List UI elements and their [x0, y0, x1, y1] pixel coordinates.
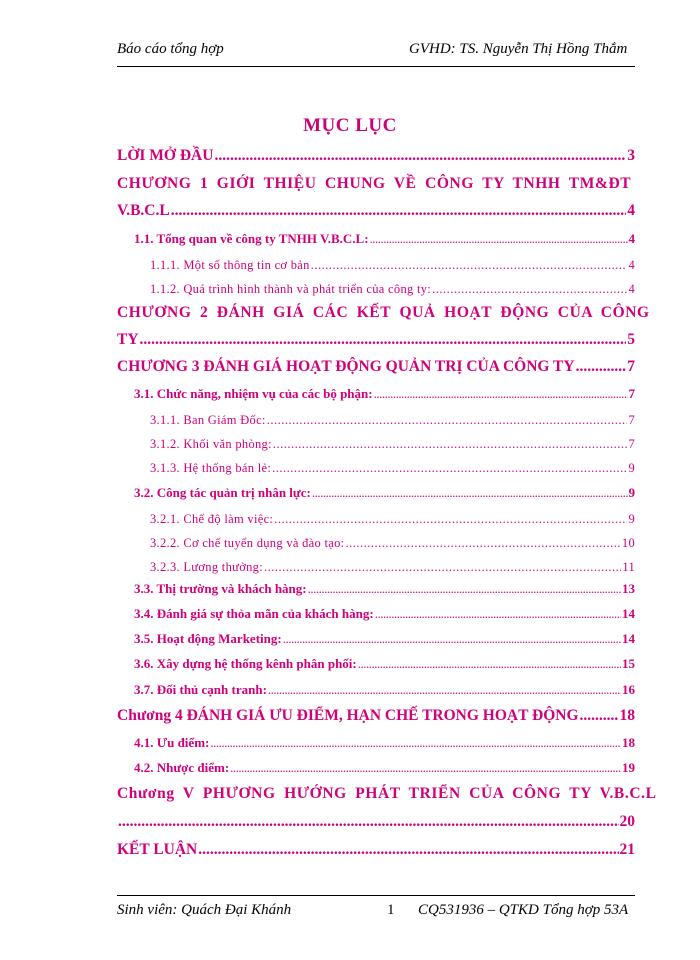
toc-entry[interactable] [134, 386, 635, 402]
header-right: GVHD: TS. Nguyễn Thị Hồng Thắm [409, 41, 628, 57]
toc-entry-page: 14 [622, 631, 635, 646]
toc-entry-page: 20 [619, 813, 635, 830]
toc-leader [576, 358, 627, 376]
toc-leader [370, 231, 628, 247]
toc-entry-text: 3.1.3. Hệ thống bán lẻ: [150, 461, 272, 475]
toc-entry-page: 19 [622, 760, 635, 775]
toc-leader [264, 560, 621, 575]
toc-leader [308, 581, 621, 597]
toc-leader [268, 682, 621, 698]
header-left: Báo cáo tổng hợp [117, 41, 224, 57]
toc-entry[interactable] [150, 536, 635, 551]
toc-entry-text: 4.1. Ưu điểm: [134, 735, 210, 750]
toc-leader [375, 606, 621, 622]
toc-title: MỤC LỤC [303, 115, 397, 136]
toc-entry-text: Chương 4 ĐÁNH GIÁ ƯU ĐIỂM, HẠN CHẾ TRONG HOẠT ĐỘNG [117, 707, 579, 724]
toc-leader [311, 258, 628, 273]
toc-entry-page: 3 [627, 147, 635, 164]
toc-leader [432, 282, 627, 297]
toc-entry-page: 7 [628, 386, 635, 401]
footer-rule [117, 895, 635, 896]
toc-leader [230, 760, 621, 776]
toc-entry[interactable] [150, 461, 635, 476]
toc-entry[interactable] [117, 813, 635, 831]
toc-entry-page: 9 [628, 461, 635, 475]
toc-entry-text: V.B.C.L [117, 202, 170, 219]
toc-entry[interactable] [117, 147, 635, 165]
toc-entry-page: 4 [628, 231, 635, 246]
toc-entry[interactable] [134, 581, 635, 597]
toc-leader [198, 841, 618, 859]
toc-leader [210, 735, 621, 751]
toc-entry-text: TY [117, 331, 139, 348]
toc-entry[interactable] [134, 682, 635, 698]
toc-entry-page: 11 [622, 560, 635, 574]
toc-entry-text: 3.5. Hoạt động Marketing: [134, 631, 282, 646]
toc-entry-page: 4 [628, 258, 635, 272]
toc-entry-text: CHƯƠNG 1 GIỚI THIỆU CHUNG VỀ CÔNG TY TNHH TM&ĐT [117, 175, 632, 192]
toc-entry[interactable] [134, 735, 635, 751]
footer-page-number: 1 [387, 902, 395, 918]
toc-entry-text: 3.2. Công tác quản trị nhân lực: [134, 485, 311, 500]
toc-entry-page: 18 [622, 735, 635, 750]
toc-entry[interactable] [134, 231, 635, 247]
toc-entry-text: 3.1.2. Khối văn phòng: [150, 437, 272, 451]
toc-entry[interactable] [150, 560, 635, 575]
toc-entry[interactable] [134, 656, 635, 672]
toc-entry-text: 3.4. Đánh giá sự thỏa mãn của khách hàng: [134, 606, 374, 621]
toc-entry-text: 3.2.2. Cơ chế tuyển dụng và đào tạo: [150, 536, 345, 550]
toc-entry-page: 15 [622, 656, 635, 671]
toc-entry-text: 1.1.2. Quá trình hình thành và phát triển của công ty: [150, 282, 432, 296]
toc-entry-page: 14 [622, 606, 635, 621]
toc-leader [171, 202, 627, 220]
toc-entry[interactable] [117, 707, 635, 725]
toc-entry-page: 18 [619, 707, 635, 724]
header-rule [117, 66, 635, 67]
toc-entry-text: 1.1. Tổng quan về công ty TNHH V.B.C.L: [134, 231, 369, 246]
toc-leader [580, 707, 619, 725]
toc-entry[interactable] [117, 358, 635, 376]
toc-entry[interactable] [150, 512, 635, 527]
toc-entry-text: 3.1.1. Ban Giám Đốc: [150, 413, 266, 427]
toc-entry[interactable] [134, 606, 635, 622]
toc-leader [214, 147, 626, 165]
toc-leader [345, 536, 620, 551]
toc-leader [274, 512, 627, 527]
toc-entry[interactable] [150, 258, 635, 273]
toc-entry-page: 9 [628, 485, 635, 500]
toc-entry-page: 4 [628, 282, 635, 296]
toc-entry[interactable] [134, 485, 635, 501]
toc-leader [283, 631, 621, 647]
toc-entry[interactable] [150, 413, 635, 428]
toc-leader [118, 813, 619, 831]
toc-leader [140, 331, 627, 349]
toc-entry-text: KẾT LUẬN [117, 841, 198, 858]
toc-entry-page: 7 [628, 413, 635, 427]
toc-entry[interactable] [117, 175, 635, 193]
toc-entry[interactable] [117, 304, 650, 322]
toc-entry-text: Chương V PHƯƠNG HƯỚNG PHÁT TRIỂN CỦA CÔNG TY V.B.C.L [117, 785, 657, 802]
toc-leader [272, 461, 627, 476]
toc-entry-page: 21 [619, 841, 635, 858]
toc-entry[interactable] [150, 282, 635, 297]
toc-entry[interactable] [150, 437, 635, 452]
toc-leader [374, 386, 628, 402]
toc-entry[interactable] [134, 760, 635, 776]
toc-leader [267, 413, 628, 428]
toc-entry[interactable] [117, 841, 635, 859]
toc-entry-text: 1.1.1. Một số thông tin cơ bản [150, 258, 310, 272]
toc-entry-page: 7 [627, 358, 635, 375]
toc-entry[interactable] [117, 202, 635, 220]
toc-entry-text: 3.1. Chức năng, nhiệm vụ của các bộ phận: [134, 386, 373, 401]
toc-leader [273, 437, 628, 452]
toc-entry-text: CHƯƠNG 3 ĐÁNH GIÁ HOẠT ĐỘNG QUẢN TRỊ CỦA CÔNG TY [117, 358, 575, 375]
toc-entry-text: 3.6. Xây dựng hệ thống kênh phân phối: [134, 656, 357, 671]
toc-entry-page: 9 [628, 512, 635, 526]
toc-entry-text: 4.2. Nhược điểm: [134, 760, 230, 775]
footer-class: CQ531936 – QTKD Tổng hợp 53A [418, 902, 629, 918]
toc-entry-text: LỜI MỞ ĐẦU [117, 147, 214, 164]
toc-entry-text: 3.2.1. Chế độ làm việc: [150, 512, 274, 526]
toc-entry-page: 13 [622, 581, 635, 596]
toc-entry[interactable] [117, 785, 657, 803]
toc-entry[interactable] [134, 631, 635, 647]
footer-student: Sinh viên: Quách Đại Khánh [117, 902, 292, 918]
toc-entry-text: CHƯƠNG 2 ĐÁNH GIÁ CÁC KẾT QUẢ HOẠT ĐỘNG CỦA CÔNG [117, 304, 650, 321]
toc-leader [358, 656, 621, 672]
toc-entry-text: 3.2.3. Lương thưởng: [150, 560, 263, 574]
toc-entry-text: 3.7. Đối thủ cạnh tranh: [134, 682, 267, 697]
toc-entry-page: 10 [621, 536, 635, 550]
toc-entry-page: 16 [622, 682, 635, 697]
toc-entry-page: 7 [628, 437, 635, 451]
toc-entry[interactable] [117, 331, 635, 349]
toc-entry-text: 3.3. Thị trường và khách hàng: [134, 581, 307, 596]
toc-leader [312, 485, 628, 501]
toc-entry-page: 5 [627, 331, 635, 348]
toc-entry-page: 4 [627, 202, 635, 219]
